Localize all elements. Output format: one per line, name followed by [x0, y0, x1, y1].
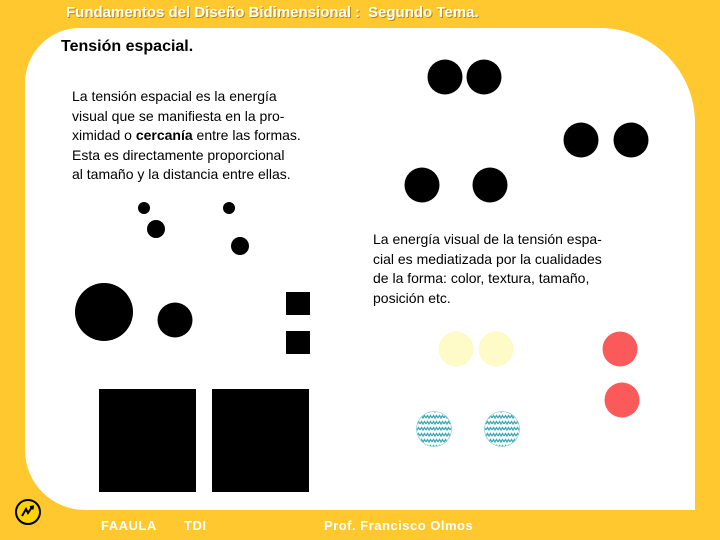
textured-circle: [485, 412, 520, 447]
footer-professor: Prof. Francisco Olmos: [324, 518, 474, 533]
large-black-circle: [75, 283, 133, 341]
large-black-square: [212, 389, 309, 492]
medium-black-circle: [158, 303, 193, 338]
paragraph1-line3-end: entre las formas.: [192, 127, 301, 143]
large-square-pair: [99, 389, 309, 492]
size-contrast-circles: [75, 283, 193, 341]
coral-circle-pair: [603, 332, 640, 418]
small-dot: [231, 237, 249, 255]
paragraph2-line1: La energía visual de la tensión espa-: [373, 231, 602, 247]
black-dot: [467, 60, 502, 95]
emphasis-word: cercanía: [135, 127, 193, 143]
textured-circle: [417, 412, 452, 447]
coral-circle: [605, 383, 640, 418]
topic-title: Segundo Tema.: [368, 4, 479, 21]
paragraph1-line1: La tensión espacial es la energía: [72, 88, 277, 104]
small-square-pair: [286, 292, 310, 354]
paragraph1-line2: visual que se manifiesta en la pro-: [72, 107, 285, 124]
textured-circle-pair: [417, 412, 520, 447]
paragraph1-line4: Esta es directamente proporcional: [72, 146, 285, 163]
pale-yellow-circle: [479, 332, 514, 367]
header-colon: :: [355, 4, 361, 21]
footer-course-code: TDI: [184, 518, 207, 533]
small-dot: [138, 202, 150, 214]
small-black-square: [286, 292, 310, 315]
dot-pair-close: [564, 123, 649, 158]
next-arrow-icon[interactable]: [14, 498, 42, 526]
paragraph2-line2: cial es mediatizada por la cualidades: [373, 250, 602, 267]
black-dot: [473, 168, 508, 203]
black-dot: [614, 123, 649, 158]
small-dot: [147, 220, 165, 238]
coral-circle: [603, 332, 638, 367]
slide-heading: Tensión espacial.: [61, 38, 194, 55]
dot-pair-touching: [428, 60, 502, 95]
small-dot-pair-near: [138, 202, 165, 238]
paragraph2-line3: de la forma: color, textura, tamaño,: [373, 270, 590, 286]
dot-pair-far: [405, 168, 508, 203]
paragraph1-line3-start: ximidad o: [72, 127, 136, 143]
course-title: Fundamentos del Diseño Bidimensional: [66, 4, 352, 21]
black-dot: [428, 60, 463, 95]
paragraph2-line4: posición etc.: [373, 289, 451, 306]
small-dot: [223, 202, 235, 214]
pale-yellow-circle: [439, 332, 474, 367]
black-dot: [564, 123, 599, 158]
large-black-square: [99, 389, 196, 492]
black-dot: [405, 168, 440, 203]
paragraph1-line5: al tamaño y la distancia entre ellas.: [72, 166, 291, 182]
small-dot-pair-apart: [223, 202, 249, 255]
small-black-square: [286, 331, 310, 354]
pale-circle-pair: [439, 332, 514, 367]
footer-school: FAAULA: [101, 518, 157, 533]
